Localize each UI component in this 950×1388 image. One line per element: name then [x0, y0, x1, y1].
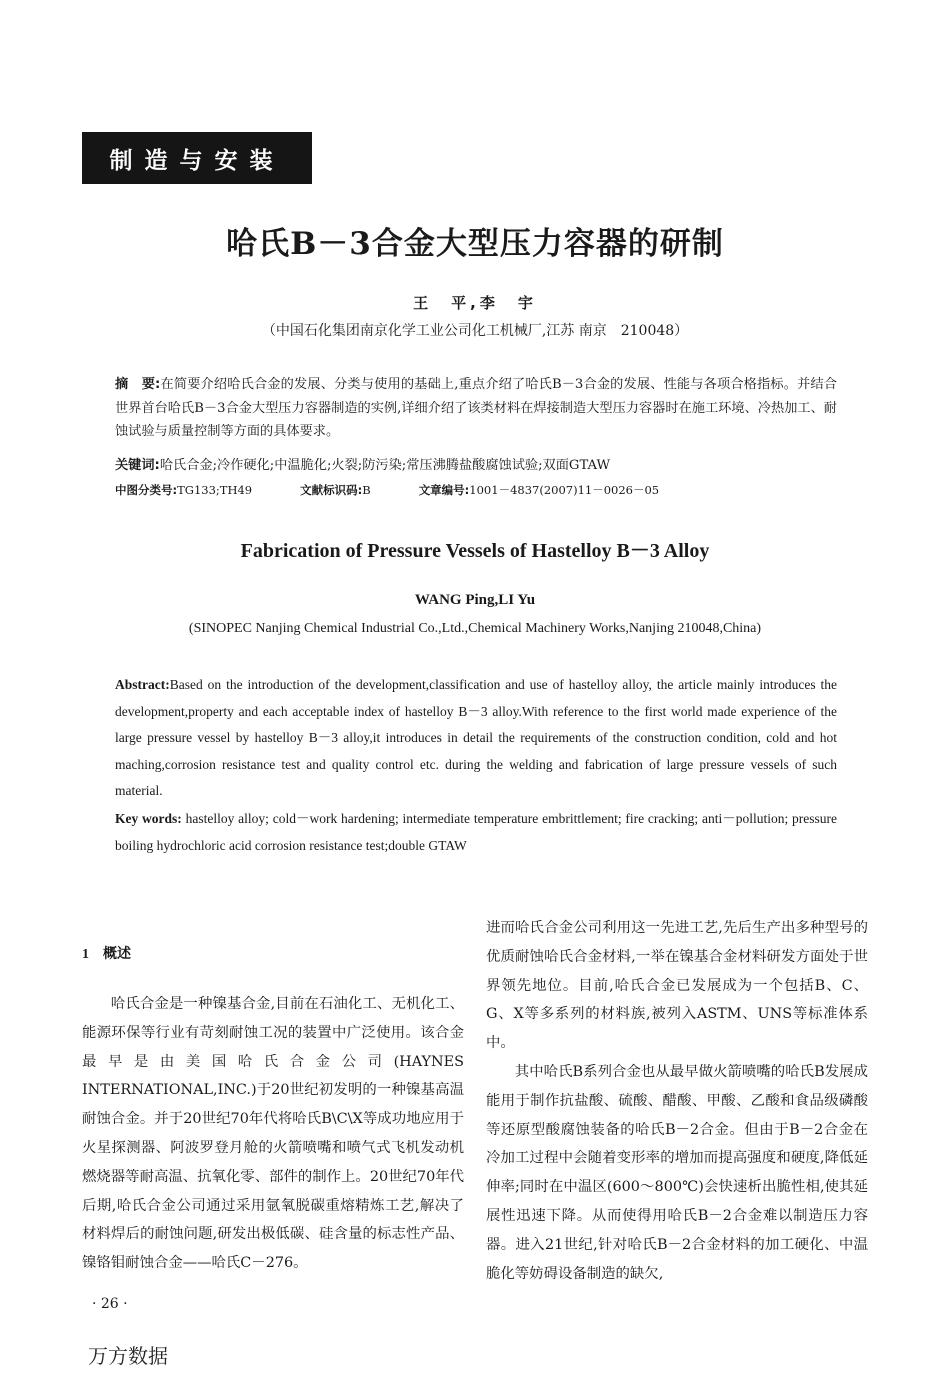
section-number: 1	[82, 947, 89, 962]
article-number-value: 1001－4837(2007)11－0026－05	[469, 483, 660, 497]
clc-value: TG133;TH49	[177, 483, 253, 497]
keywords-english-label: Key words:	[115, 811, 182, 826]
keywords-chinese	[115, 454, 837, 478]
doc-code-value: B	[362, 483, 371, 497]
body-column-right	[486, 914, 868, 1288]
clc-label: 中图分类号:	[115, 483, 178, 497]
section-title: 概述	[103, 946, 131, 962]
abstract-english-text: Based on the introduction of the development,classification and use of hastelloy alloy, the article mainly introduces the development,property and each acceptable index of hastelloy B－3 alloy.With reference to the first world made experience of the large pressure vessel by hastelloy B－3 alloy,it introduces in detail the requirements of the construction condition, cold and hot maching,corrosion resistance test and quality control etc. during the welding and fabrication of large pressure vessels of such material.	[115, 677, 837, 798]
affiliation-chinese: （中国石化集团南京化学工业公司化工机械厂,江苏 南京 210048）	[261, 323, 689, 339]
doc-code-label: 文献标识码:	[300, 483, 363, 497]
keywords-english-text: hastelloy alloy; cold－work hardening; intermediate temperature embrittlement; fire cracking; anti－pollution; pressure boiling hydrochloric acid corrosion resistance test;double GTAW	[115, 811, 838, 853]
keywords-chinese-label: 关键词:	[115, 458, 160, 473]
authors-english: WANG Ping,LI Yu	[414, 592, 536, 608]
paragraph: 哈氏合金是一种镍基合金,目前在石油化工、无机化工、能源环保等行业有苛刻耐蚀工况的装置中广泛使用。该合金最早是由美国哈氏合金公司(HAYNES INTERNATIONAL,INC.)于20世纪初发明的一种镍基高温耐蚀合金。并于20世纪70年代将哈氏B\C\X等成功地应用于火星探测器、阿波罗登月舱的火箭喷嘴和喷气式飞机发动机燃烧器等耐高温、抗氧化零、部件的制作上。20世纪70年代后期,哈氏合金公司通过采用氩氧脱碳重熔精炼工艺,解决了材料焊后的耐蚀问题,研发出极低碳、硅含量的标志性产品、镍铬钼耐蚀合金——哈氏C－276。	[82, 996, 464, 1272]
article-number-label: 文章编号:	[418, 483, 470, 497]
affiliation-english: (SINOPEC Nanjing Chemical Industrial Co.,Ltd.,Chemical Machinery Works,Nanjing 210048,China)	[188, 621, 762, 636]
paragraph: 进而哈氏合金公司利用这一先进工艺,先后生产出多种型号的优质耐蚀哈氏合金材料,一举在镍基合金材料研发方面处于世界领先地位。目前,哈氏合金已发展成为一个包括B、C、G、X等多系列的材料族,被列入ASTM、UNS等标准体系中。	[486, 920, 868, 1052]
classification-line	[115, 479, 837, 503]
section-banner: 制造与安装	[82, 132, 312, 184]
title-chinese: 哈氏B－3合金大型压力容器的研制	[226, 226, 724, 262]
page-number: · 26 ·	[92, 1296, 128, 1312]
keywords-chinese-text: 哈氏合金;冷作硬化;中温脆化;火裂;防污染;常压沸腾盐酸腐蚀试验;双面GTAW	[159, 458, 611, 473]
title-english: Fabrication of Pressure Vessels of Hastelloy B－3 Alloy	[240, 540, 710, 562]
section-heading	[82, 943, 131, 963]
abstract-chinese-label: 摘 要:	[115, 377, 161, 392]
abstract-english	[115, 672, 837, 805]
body-column-left	[82, 990, 464, 1278]
paragraph: 其中哈氏B系列合金也从最早做火箭喷嘴的哈氏B发展成能用于制作抗盐酸、硫酸、醋酸、甲酸、乙酸和食品级磷酸等还原型酸腐蚀装备的哈氏B－2合金。但由于B－2合金在冷加工过程中会随着变形率的增加而提高强度和硬度,降低延伸率;同时在中温区(600～800℃)会快速析出脆性相,使其延展性迅速下降。从而使得用哈氏B－2合金难以制造压力容器。进入21世纪,针对哈氏B－2合金材料的加工硬化、中温脆化等妨碍设备制造的缺欠,	[486, 1063, 868, 1282]
abstract-chinese-text: 在简要介绍哈氏合金的发展、分类与使用的基础上,重点介绍了哈氏B－3合金的发展、性能与各项合格指标。并结合世界首台哈氏B－3合金大型压力容器制造的实例,详细介绍了该类材料在焊接制造大型压力容器时在施工环境、冷热加工、耐蚀试验与质量控制等方面的具体要求。	[115, 377, 837, 439]
abstract-chinese	[115, 373, 837, 444]
footer-watermark: 万方数据	[88, 1344, 168, 1368]
keywords-english	[115, 806, 837, 859]
abstract-english-label: Abstract:	[115, 677, 170, 692]
authors-chinese: 王 平,李 宇	[413, 294, 537, 312]
